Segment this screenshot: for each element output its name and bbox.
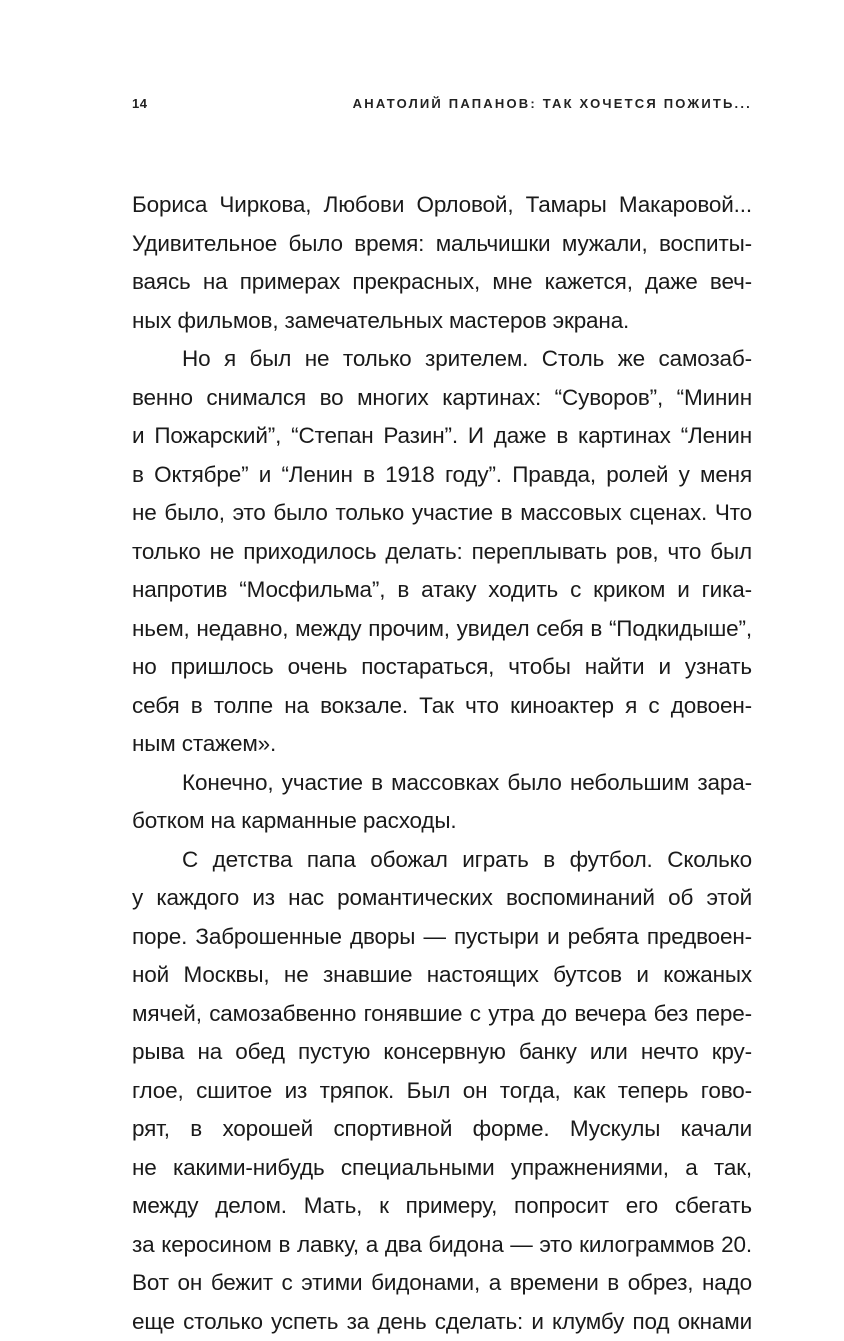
- page-number: 14: [132, 96, 147, 111]
- text-line: ным стажем».: [132, 725, 752, 764]
- text-line: Но я был не только зрителем. Столь же самозаб-: [132, 340, 752, 379]
- text-line: и Пожарский”, “Степан Разин”. И даже в картинах “Ленин: [132, 417, 752, 456]
- text-line: рыва на обед пустую консервную банку или нечто кру-: [132, 1033, 752, 1072]
- text-line: глое, сшитое из тряпок. Был он тогда, как теперь гово-: [132, 1072, 752, 1111]
- body-text: [132, 186, 752, 1341]
- text-line: ньем, недавно, между прочим, увидел себя в “Подкидыше”,: [132, 610, 752, 649]
- running-head: [132, 96, 752, 116]
- text-line: в Октябре” и “Ленин в 1918 году”. Правда, ролей у меня: [132, 456, 752, 495]
- text-line: Конечно, участие в массовках было небольшим зара-: [132, 764, 752, 803]
- text-line: Вот он бежит с этими бидонами, а времени в обрез, надо: [132, 1264, 752, 1303]
- text-line: не какими-нибудь специальными упражнениями, а так,: [132, 1149, 752, 1188]
- running-title: АНАТОЛИЙ ПАПАНОВ: ТАК ХОЧЕТСЯ ПОЖИТЬ...: [353, 96, 752, 111]
- text-line: поре. Заброшенные дворы — пустыри и ребята предвоен-: [132, 918, 752, 957]
- text-line: еще столько успеть за день сделать: и клумбу под окнами: [132, 1303, 752, 1341]
- text-line: мячей, самозабвенно гонявшие с утра до вечера без пере-: [132, 995, 752, 1034]
- text-line: Бориса Чиркова, Любови Орловой, Тамары Макаровой...: [132, 186, 752, 225]
- text-line: венно снимался во многих картинах: “Суворов”, “Минин: [132, 379, 752, 418]
- text-line: но пришлось очень постараться, чтобы найти и узнать: [132, 648, 752, 687]
- text-line: не было, это было только участие в массовых сценах. Что: [132, 494, 752, 533]
- text-line: Удивительное было время: мальчишки мужали, воспиты-: [132, 225, 752, 264]
- text-line: только не приходилось делать: переплывать ров, что был: [132, 533, 752, 572]
- text-line: себя в толпе на вокзале. Так что киноактер я с довоен-: [132, 687, 752, 726]
- text-line: ботком на карманные расходы.: [132, 802, 752, 841]
- text-line: рят, в хорошей спортивной форме. Мускулы качали: [132, 1110, 752, 1149]
- text-line: ных фильмов, замечательных мастеров экрана.: [132, 302, 752, 341]
- text-line: С детства папа обожал играть в футбол. Сколько: [132, 841, 752, 880]
- text-line: ной Москвы, не знавшие настоящих бутсов и кожаных: [132, 956, 752, 995]
- text-line: напротив “Мосфильма”, в атаку ходить с криком и гика-: [132, 571, 752, 610]
- text-line: между делом. Мать, к примеру, попросит его сбегать: [132, 1187, 752, 1226]
- text-line: у каждого из нас романтических воспоминаний об этой: [132, 879, 752, 918]
- text-line: за керосином в лавку, а два бидона — это килограммов 20.: [132, 1226, 752, 1265]
- text-line: ваясь на примерах прекрасных, мне кажется, даже веч-: [132, 263, 752, 302]
